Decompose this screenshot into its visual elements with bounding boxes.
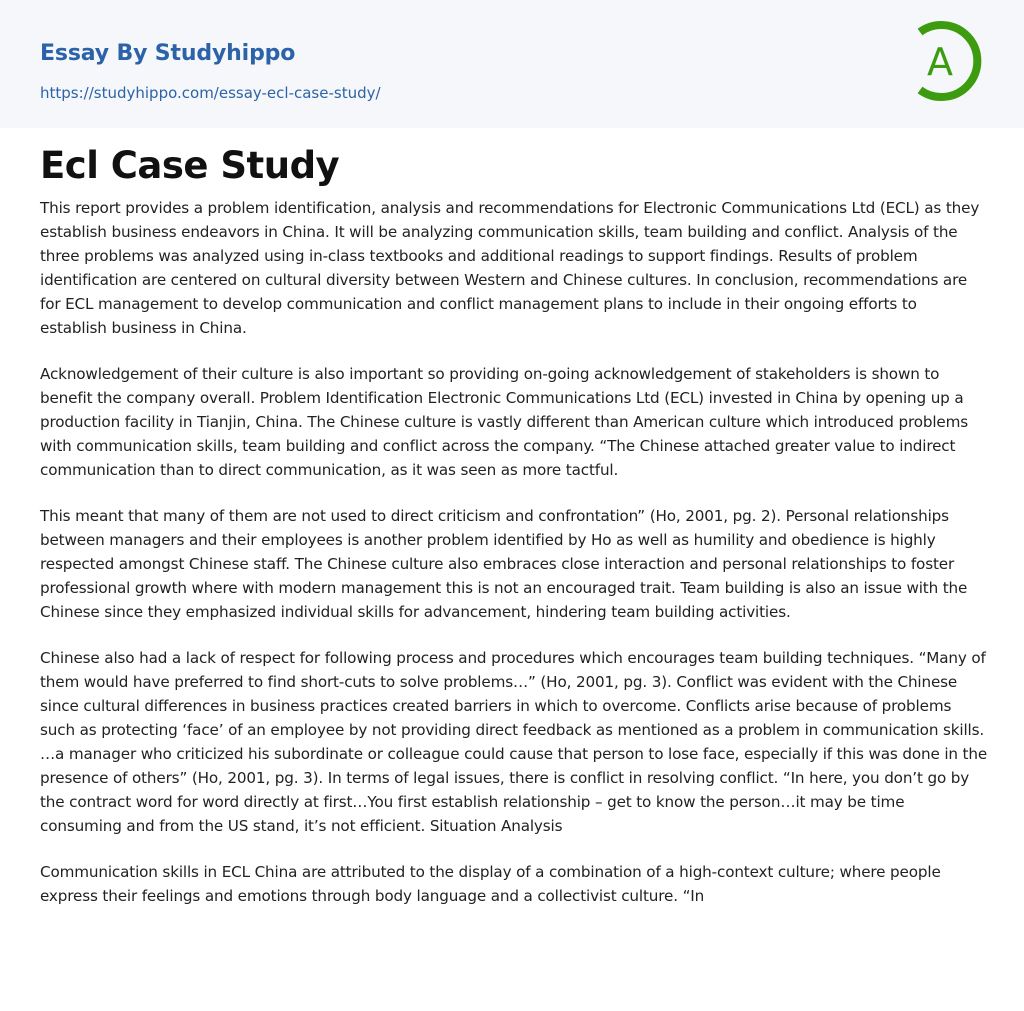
paragraph: Acknowledgement of their culture is also important so providing on-going acknowledgement of stakeholders is shown to benefit the company overall. Problem Identification Electronic Communications Ltd (ECL) invested in China by opening up a production facility in Tianjin, China. The Chinese culture is vastly different than American culture which introduced problems with communication skills, team building and conflict across the company. “The Chinese attached greater value to indirect communication than to direct communication, as it was seen as more tactful. (40, 365, 969, 479)
logo-letter: A (927, 40, 953, 84)
essay-url-link[interactable]: https://studyhippo.com/essay-ecl-case-study/ (40, 84, 381, 102)
studyhippo-logo-icon[interactable] (906, 18, 988, 104)
paragraph: Communication skills in ECL China are attributed to the display of a combination of a high-context culture; where people express their feelings and emotions through body language and a collectivist culture. “In (40, 863, 941, 905)
essay-body (40, 196, 988, 930)
paragraph: Chinese also had a lack of respect for following process and procedures which encourages team building techniques. “Many of them would have preferred to find short-cuts to solve problems…” (Ho, 2001, pg. 3). Conflict was evident with the Chinese since cultural differences in business practices created barriers in which to overcome. Conflicts arise because of problems such as protecting ‘face’ of an employee by not providing direct feedback as mentioned as a problem in communication skills. …a manager who criticized his subordinate or colleague could cause that person to lose face, especially if this was done in the presence of others” (Ho, 2001, pg. 3). In terms of legal issues, there is conflict in resolving conflict. “In here, you don’t go by the contract word for word directly at first…You first establish relationship – get to know the person…it may be time consuming and from the US stand, it’s not efficient. Situation Analysis (40, 649, 988, 835)
page-title: Ecl Case Study (40, 144, 340, 187)
site-header (0, 0, 1024, 128)
brand-title: Essay By Studyhippo (40, 41, 296, 66)
paragraph: This meant that many of them are not used to direct criticism and confrontation” (Ho, 2001, pg. 2). Personal relationships between managers and their employees is another problem identified by Ho as well as humility and obedience is highly respected amongst Chinese staff. The Chinese culture also embraces close interaction and personal relationships to foster professional growth where with modern management this is not an encouraged trait. Team building is also an issue with the Chinese since they emphasized individual skills for advancement, hindering team building activities. (40, 507, 968, 621)
paragraph: This report provides a problem identification, analysis and recommendations for Electronic Communications Ltd (ECL) as they establish business endeavors in China. It will be analyzing communication skills, team building and conflict. Analysis of the three problems was analyzed using in-class textbooks and additional readings to support findings. Results of problem identification are centered on cultural diversity between Western and Chinese cultures. In conclusion, recommendations are for ECL management to develop communication and conflict management plans to include in their ongoing efforts to establish business in China. (40, 199, 980, 337)
